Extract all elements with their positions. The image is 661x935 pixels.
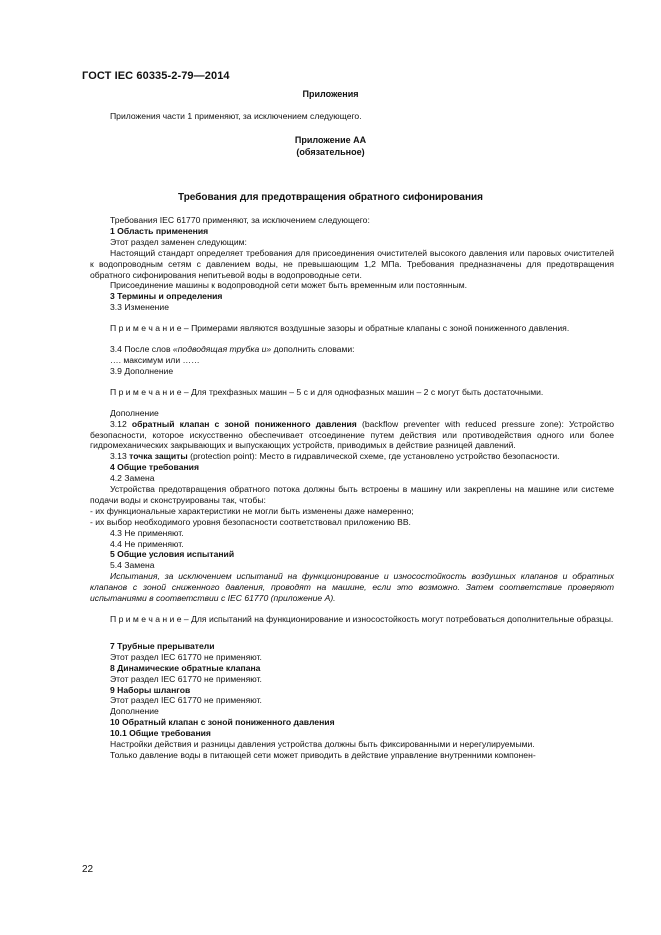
section-title: 10.1 Общие требования <box>110 728 211 739</box>
appendix-main-title: Требования для предотвращения обратного сифонирования <box>177 192 484 203</box>
page-number: 22 <box>82 864 94 875</box>
note-text: – Примерами являются воздушные зазоры и обратные клапаны с зоной пониженного давления. <box>181 323 570 334</box>
section-title: 3 Термины и определения <box>110 291 223 302</box>
paragraph: …. максимум или …… <box>110 354 200 365</box>
paragraph: Дополнение <box>110 706 159 717</box>
paragraph: Присоединение машины к водопроводной сети может быть временным или постоянным. <box>110 280 467 291</box>
appendix-body <box>90 215 614 761</box>
paragraph: Испытания, за исключением испытаний на функционирование и износостойкость воздушных клапанов и обратных клапанов с зоной сниженного давления, проводят на машине, если это возможно. Затем соответствие проверяют испытаниями в соответствии с IEC 61770 (приложение А). <box>90 571 614 604</box>
text-run: 3.12 <box>110 418 132 429</box>
paragraph: Этот раздел заменен следующим: <box>110 236 247 247</box>
note-text: – Для испытаний на функционирование и износостойкость могут потребоваться дополнительные образцы. <box>181 614 614 624</box>
paragraph: 5.4 Замена <box>110 560 155 571</box>
paragraph: Дополнение <box>110 407 159 418</box>
note <box>90 387 614 398</box>
paragraph: Только давление воды в питающей сети может приводить в действие управление внутренними компонен- <box>110 749 536 760</box>
note-label: П р и м е ч а н и е <box>110 386 182 397</box>
appendix-aa-status: (обязательное) <box>296 147 365 157</box>
note-label: П р и м е ч а н и е <box>110 323 182 334</box>
paragraph: 4.3 Не применяют. <box>110 527 184 538</box>
paragraph: 3.9 Дополнение <box>110 365 174 376</box>
section-title: 7 Трубные прерыватели <box>110 640 215 651</box>
section-title: 10 Обратный клапан с зоной пониженного давления <box>110 717 335 728</box>
section-title: 4 Общие требования <box>110 462 199 473</box>
text-run: (protection point): Место в гидравлической схеме, где установлено устройство безопасности. <box>187 451 560 462</box>
paragraph: Этот раздел IEC 61770 не применяют. <box>110 695 262 706</box>
section-title: 1 Область применения <box>110 225 209 236</box>
definition <box>90 451 614 462</box>
text-run: дополнить словами: <box>271 344 355 355</box>
paragraph: Этот раздел IEC 61770 не применяют. <box>110 673 262 684</box>
text-run: (backflow preventer with reduced pressure zone): Устройство безопасности, которое искусственно обеспечивает отсоединение путем действия или противодействия одного или более гидромеханических закрывающих и выпускающих устройств, приводимых в действие разницей давлений. <box>90 418 615 451</box>
note <box>90 323 614 334</box>
list-item: - их выбор необходимого уровня безопасности соответствовал приложению ВВ. <box>90 516 411 527</box>
paragraph: Устройства предотвращения обратного потока должны быть встроены в машину или закреплены на машине или системе подачи воды и сконструированы так, чтобы: <box>90 484 614 505</box>
paragraph: Настройки действия и разницы давления устройства должны быть фиксированными и нерегулируемыми. <box>110 739 535 750</box>
paragraph: 4.2 Замена <box>110 473 155 484</box>
section-title: 8 Динамические обратные клапана <box>110 662 261 673</box>
appendix-aa-title: Приложение АА <box>294 135 367 145</box>
paragraph: 4.4 Не применяют. <box>110 538 184 549</box>
text-run: 3.4 После слов <box>110 344 173 355</box>
appendices-intro: Приложения части 1 применяют, за исключением следующего. <box>110 111 362 121</box>
appendices-heading: Приложения <box>302 89 359 99</box>
paragraph: Требования IEC 61770 применяют, за исключением следующего: <box>110 215 370 225</box>
definition <box>90 419 614 452</box>
term: точка защиты <box>129 451 188 462</box>
list-item: - их функциональные характеристики не могли быть изменены даже намеренно; <box>90 505 414 516</box>
paragraph: Этот раздел IEC 61770 не применяют. <box>110 651 262 662</box>
text-run: 3.13 <box>110 451 130 462</box>
text-run-italic: «подводящая трубка и» <box>172 344 272 355</box>
note-text: – Для трехфазных машин – 5 с и для однофазных машин – 2 с могут быть достаточными. <box>181 386 544 397</box>
document-header: ГОСТ IEC 60335-2-79—2014 <box>82 70 230 82</box>
section-title: 5 Общие условия испытаний <box>110 549 235 560</box>
section-title: 9 Наборы шлангов <box>110 684 191 695</box>
note-label: П р и м е ч а н и е <box>110 614 182 624</box>
paragraph: 3.3 Изменение <box>110 302 169 313</box>
term: обратный клапан с зоной пониженного давления <box>131 418 357 429</box>
note <box>90 614 614 625</box>
paragraph: Настоящий стандарт определяет требования для присоединения очистителей высокого давления или паровых очистителей к водопроводным сетям с давлением воды, не превышающим 1,2 МПа. Требования предназначены для предотвращения обратного сифонирования непитьевой воды в водопроводные сети. <box>90 247 614 280</box>
paragraph <box>90 344 614 355</box>
